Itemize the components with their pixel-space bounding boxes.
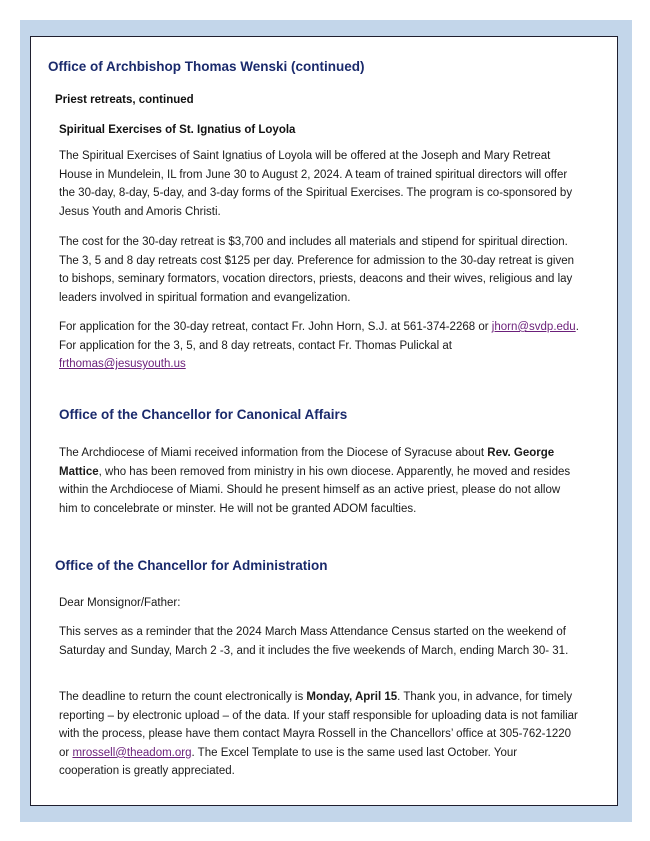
contact-text-2: . For application for the 3, 5, and 8 day retreats, contact Fr. Thomas Pulickal at — [59, 321, 579, 352]
salutation: Dear Monsignor/Father: — [59, 597, 181, 609]
section-heading-administration: Office of the Chancellor for Administration — [55, 558, 328, 573]
paragraph-canonical-notice — [59, 444, 579, 518]
deadline-date: Monday, April 15 — [306, 691, 398, 703]
priest-name: Rev. George Mattice — [59, 447, 555, 478]
subheading-priest-retreats: Priest retreats, continued — [55, 94, 194, 106]
contact-text-1: For application for the 30-day retreat, contact Fr. John Horn, S.J. at 561-374-2268 or — [59, 321, 489, 333]
notice-text-2: , who has been removed from ministry in his own diocese. Apparently, he moved and resides within the Archdiocese of Miami. Should he present himself as an active priest, please do not allow him to concelebrate or minster. He will not be granted ADOM faculties. — [59, 465, 571, 515]
notice-text-1: The Archdiocese of Miami received information from the Diocese of Syracuse about — [59, 447, 485, 459]
paragraph-retreat-contacts — [59, 318, 579, 374]
deadline-text-2: . Thank you, in advance, for timely reporting – by electronic upload – of the data. If your staff responsible for uploading data is not familiar with the process, please have them contact Mayra Rossell in the Chancellors’ office at 305-762-1220 or — [59, 691, 578, 759]
email-link-frthomas[interactable]: frthomas@jesusyouth.us — [59, 358, 186, 371]
paragraph-retreat-description: The Spiritual Exercises of Saint Ignatius of Loyola will be offered at the Joseph and Mary Retreat House in Mundelein, IL from June 30 to August 2, 2024. A team of trained spiritual directors will offer the 30-day, 8-day, 5-day, and 3-day forms of the Spiritual Exercises. The program is co-sponsored by Jesus Youth and Amoris Christi. — [59, 150, 573, 218]
paragraph-census-reminder: This serves as a reminder that the 2024 March Mass Attendance Census started on the weekend of Saturday and Sunday, March 2 -3, and it includes the five weekends of March, ending March 30- 31. — [59, 626, 569, 657]
paragraph-census-deadline — [59, 688, 579, 781]
email-link-mrossell[interactable]: mrossell@theadom.org — [72, 746, 192, 759]
email-link-jhorn[interactable]: jhorn@svdp.edu — [491, 321, 576, 333]
section-heading-canonical-affairs: Office of the Chancellor for Canonical Affairs — [59, 407, 348, 422]
section-heading-archbishop: Office of Archbishop Thomas Wenski (continued) — [48, 59, 365, 74]
item-title-spiritual-exercises: Spiritual Exercises of St. Ignatius of Loyola — [59, 124, 296, 136]
deadline-text-1: The deadline to return the count electronically is — [59, 691, 304, 703]
deadline-text-3: . The Excel Template to use is the same used last October. Your cooperation is greatly appreciated. — [59, 746, 518, 778]
paragraph-retreat-cost: The cost for the 30-day retreat is $3,700 and includes all materials and stipend for spiritual direction. The 3, 5 and 8 day retreats cost $125 per day. Preference for admission to the 30-day retreat is given to bishops, seminary formators, vocation directors, priests, deacons and their wives, religious and lay leaders involved in spiritual formation and evangelization. — [59, 236, 575, 304]
